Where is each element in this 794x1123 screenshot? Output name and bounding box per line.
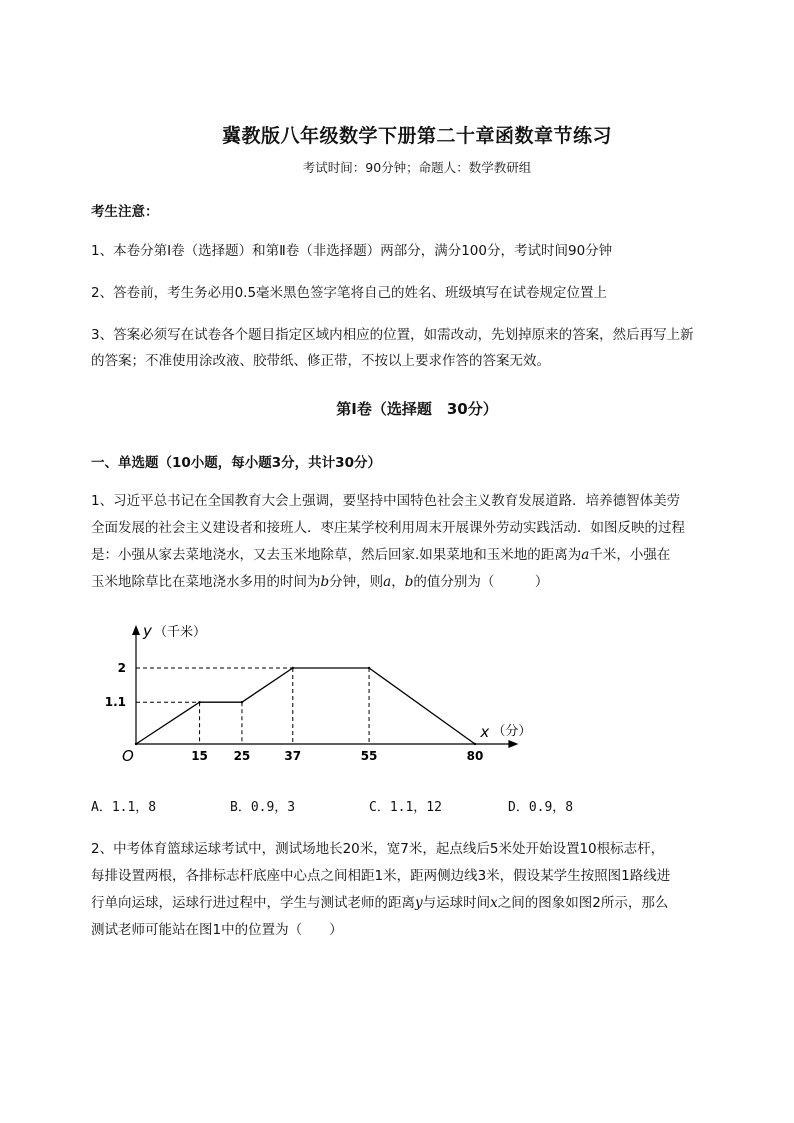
notice-heading: 考生注意： [91,204,159,220]
q2-line-3-mid: 与运球时间 [422,895,491,911]
var-a-2: a [383,574,392,590]
page-title: 冀教版八年级数学下册第二十章函数章节练习 [221,125,612,147]
x-tick-label: 80 [466,749,484,763]
var-a: a [581,547,590,563]
q2-line-3-tail: 之间的图象如图2所示，那么 [497,895,669,911]
var-b: b [320,574,330,590]
var-b-2: b [404,574,414,590]
notice-item-2: 2、答卷前，考生务必用0.5毫米黑色签字笔将自己的姓名、班级填写在试卷规定位置上 [91,285,608,301]
section-title: 第I卷（选择题 30分） [336,400,498,418]
data-point-4 [368,667,370,669]
q1-line-3-text: 是：小强从家去菜地浇水，又去玉米地除草，然后回家.如果菜地和玉米地的距离为 [91,547,582,563]
option-b[interactable]: B．0.9，3 [230,800,296,815]
origin-label: O [122,747,134,765]
q1-line-4-sep: ， [391,574,405,590]
x-axis-var: x [480,723,490,741]
x-tick-label: 55 [360,749,378,763]
q1-line-3 [91,542,670,569]
q1-line-4-mid: 分钟，则 [329,574,384,590]
q2-line-4: 测试老师可能站在图1中的位置为（ ） [91,922,343,938]
part-heading: 一、单选题（10小题，每小题3分，共计30分） [91,455,381,471]
option-c[interactable]: C．1.1，12 [369,800,442,815]
y-tick-label: 2 [117,661,126,675]
data-point-2 [241,701,243,703]
x-axis-arrow [508,740,518,748]
x-axis-unit: （分） [492,724,532,739]
x-tick-label: 37 [284,749,302,763]
var-y: y [415,895,423,911]
y-tick-label: 1.1 [104,695,126,710]
x-tick-label: 15 [191,749,208,763]
data-point-5 [474,743,476,745]
series-line [136,668,475,744]
exam-subtitle: 考试时间：90分钟；命题人：数学教研组 [302,160,532,175]
q2-line-2: 每排设置两根，各排标志杆底座中心点之间相距1米，距两侧边线3米，假设某学生按照图1路线进 [91,868,671,884]
q2-line-3 [91,890,668,917]
notice-item-3: 3、答案必须写在试卷各个题目指定区域内相应的位置，如需改动，先划掉原来的答案，然后再写上新 [91,327,694,343]
data-point-0 [135,743,137,745]
q1-line-2: 全面发展的社会主义建设者和接班人．枣庄某学校利用周末开展课外劳动实践活动．如图反映的过程 [91,520,685,536]
y-axis-var: y [143,622,152,640]
q1-line-3-tail: 千米，小强在 [589,547,671,563]
q2-line-3-text: 行单向运球，运球行进过程中，学生与测试老师的距离 [91,895,415,911]
data-point-3 [292,667,294,669]
y-axis-arrow [132,625,140,635]
notice-item-3-cont: 的答案；不准使用涂改液、胶带纸、修正带，不按以上要求作答的答案无效。 [91,353,550,369]
q1-line-1: 1、习近平总书记在全国教育大会上强调，要坚持中国特色社会主义教育发展道路．培养德智体美劳 [91,493,681,509]
notice-item-1: 1、本卷分第I卷（选择题）和第Ⅱ卷（非选择题）两部分，满分100分，考试时间90分钟 [91,243,613,259]
var-x: x [490,895,498,911]
q1-line-4-tail: 的值分别为（ ） [413,574,549,590]
option-d[interactable]: D．0.9，8 [508,800,574,815]
q2-line-1: 2、中考体育篮球运球考试中，测试场地长20米，宽7米，起点线后5米处开始设置10根标志杆， [91,841,665,857]
distance-time-chart [95,610,535,780]
x-tick-label: 25 [233,749,251,763]
q1-line-4-text: 玉米地除草比在菜地浇水多用的时间为 [91,574,321,590]
y-axis-unit: （千米） [154,625,207,640]
option-a[interactable]: A．1.1，8 [91,800,157,815]
data-point-1 [198,701,200,703]
q1-line-4 [91,569,548,596]
